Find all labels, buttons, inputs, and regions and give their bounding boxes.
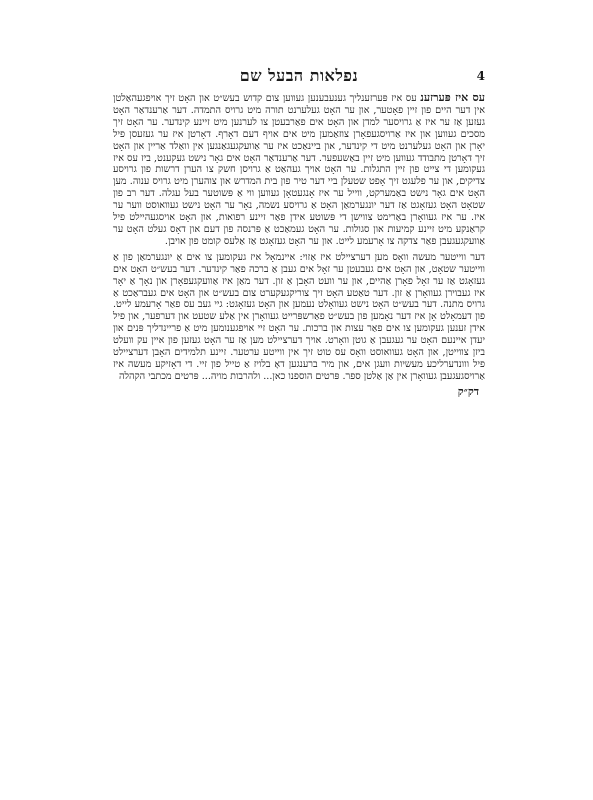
paragraph-1-lead: עס איז פּערזענ xyxy=(420,91,485,104)
signature-mark: דק״ק xyxy=(457,384,479,398)
running-title: נפלאות הבעל שם xyxy=(239,66,359,85)
text-block xyxy=(113,66,485,399)
paragraph-1-text: עס איז פּערזענליך גענעבענען געווען צום קדוש בעש״ט און האָט זיך אויפגעהאַלטן אין דער היים פון זיין פאָטער, און ער האָט געלערנט תורה מיט גרויס התמדה. דער אַרענדאַר האָט געזען אַז ער איז אַ גרויסער למדן און האָט אים פאַרבעטן צו לערנען מיט זיינע קינדער. ער האָט זיך מסכים געווען און איז אַרויסגעפאָרן צוזאַמען מיט אים אויף דעם דאָרף. דאָרטן איז ער געזעסן פיל יאָרן און האָט געלערנט מיט די קינדער, און ביינאַכט איז ער אַוועקגעגאַנגען אין וואַלד אַריין און האָט זיך דאָרטן מתבודד געווען מיט זיין באַשעפער. דער אַרענדאַר האָט אים גאָר נישט געקענט, ביז עס איז געקומען די צייט פון זיין התגלות. ער האָט אויך געהאַט אַ גרויסן חשק צו הערן דרשות פון גרויסע צדיקים, און ער פלעגט זיך אָפט שטעלן ביי דער טיר פון בית המדרש און צוהערן מיט גרויס ענוה. מען האָט אים גאָר נישט באַמערקט, ווייל ער איז אָנגעטאָן געווען ווי אַ פּשוטער בעל עגלה. דער רב פון שטאָט האָט געזאָגט אַז דער יונגערמאַן האָט אַ גרויסע נשמה, נאָר ער האָט נישט געוואוסט ווער ער איז. ער איז געוואָרן באַרימט צווישן די פּשוטע אידן פאַר זיינע רפואות, און האָט אויסגעהיילט פיל קראַנקע מיט זיינע קמיעות און סגולות. ער האָט געמאַכט אַ פּרנסה פון דעם און דאָס געלט האָט ער אַוועקגעגעבן פאַר צדקה צו אָרעמע לייט. און ער האָט געזאָגט אַז אַלעס קומט פון אויבן. xyxy=(113,93,485,247)
paragraph-1 xyxy=(113,92,485,248)
running-head xyxy=(113,66,485,88)
page-number: 4 xyxy=(476,69,485,83)
paragraph-2: דער ווייטער מעשה וואָס מען דערציילט איז אַזוי: איינמאָל איז געקומען צו אים אַ יונגערמאַן פון אַ ווייטער שטאָט, און האָט אים געבעטן ער זאָל אים געבן אַ ברכה פאַר קינדער. דער בעש״ט האָט אים געזאָגט אַז ער זאָל פאָרן אַהיים, און ער וועט האָבן אַ זון. דער מאַן איז אַוועקגעפאָרן און נאָך אַ יאָר איז געבוירן געוואָרן אַ זון. דער טאַטע האָט זיך צוריקגעקערט צום בעש״ט און האָט אים געבראַכט אַ גרויס מתנה. דער בעש״ט האָט נישט געוואָלט נעמען און האָט געזאָגט: גיי געב עס פאַר אָרעמע לייט. פון דעמאָלט אָן איז דער נאָמען פון בעש״ט פאַרשפּרייט געוואָרן אין אַלע שטעט און דערפער, און פיל אידן זענען געקומען צו אים פאַר עצות און ברכות. ער האָט זיי אויפגענומען מיט אַ פריינדליך פּנים און יעדן איינעם האָט ער געגעבן אַ גוטן וואָרט. אויך דערציילט מען אַז ער האָט געזען פון איין עק וועלט ביזן צווייטן, און האָט געוואוסט וואָס עס טוט זיך אין ווייטע ערטער. זיינע תלמידים האָבן דערציילט פיל ווונדערליכע מעשיות וועגן אים, און מיר ברענגען דאָ בלויז אַ טייל פון זיי. די דאָזיקע מעשה איז אַרויסגעגעבן געוואָרן אין אַן אַלטן ספר. פּרטים הוספנו כאן... ולהרבות מויה... פּרטים מכתבי הקהלה xyxy=(113,251,485,382)
